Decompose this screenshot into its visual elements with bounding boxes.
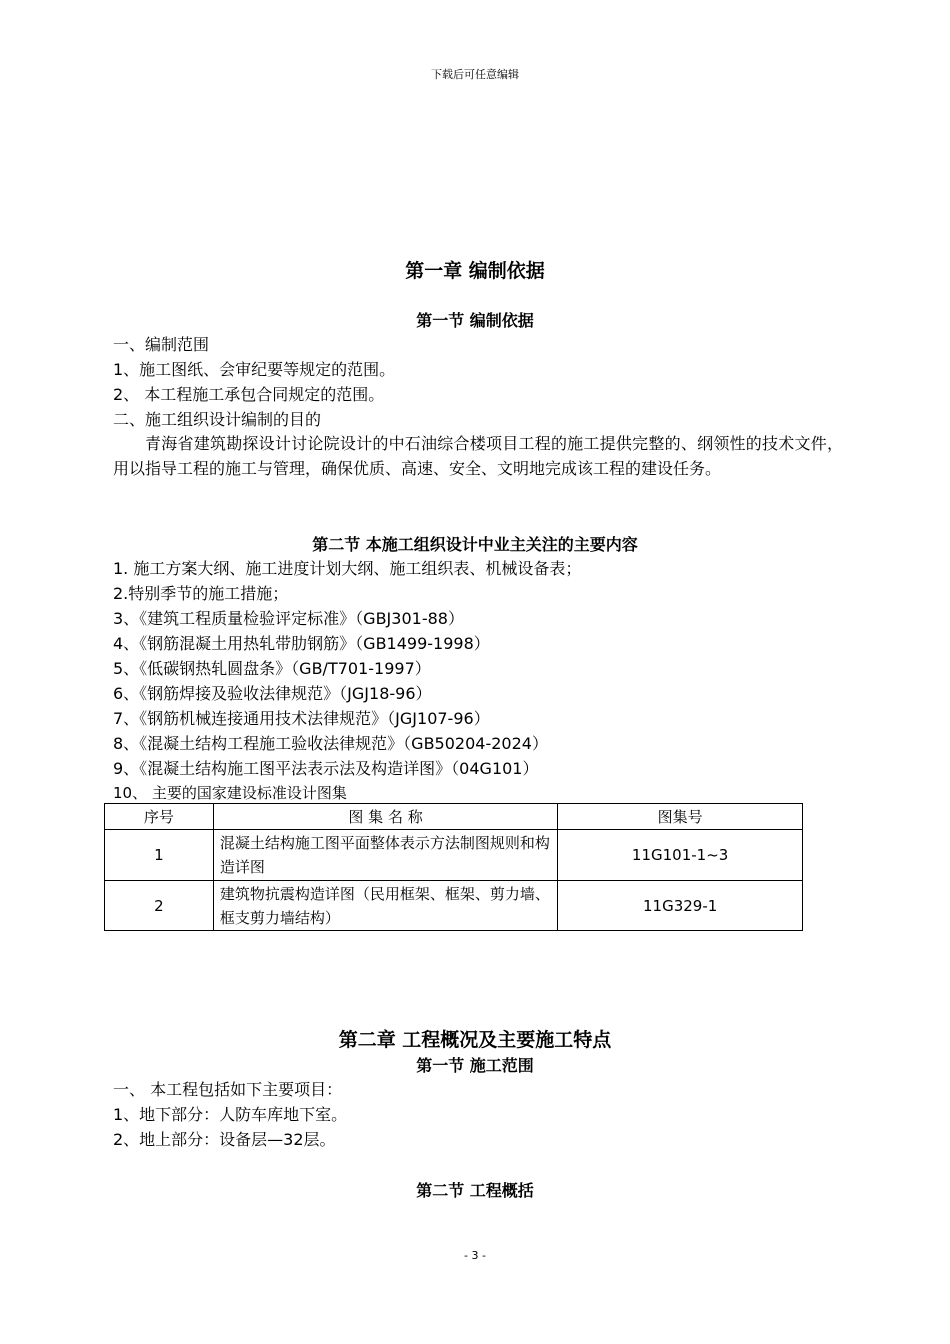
list-item: 6、《钢筋焊接及验收法律规范》（JGJ18-96） [113,684,432,703]
chapter-2-section-2-title: 第二节 工程概括 [416,1181,534,1200]
cell-number: 1 [105,830,214,881]
list-item: 3、《建筑工程质量检验评定标准》（GBJ301-88） [113,609,464,628]
chapter-1-section-2-title: 第二节 本施工组织设计中业主关注的主要内容 [312,535,638,554]
text-line: 2、 本工程施工承包合同规定的范围。 [113,385,385,404]
table-row [105,881,803,931]
text-line: 一、 本工程包括如下主要项目： [113,1080,343,1099]
purpose-paragraph: 青海省建筑勘探设计讨论院设计的中石油综合楼项目工程的施工提供完整的、纲领性的技术文件，用以指导工程的施工与管理，确保优质、高速、安全、文明地完成该工程的建设任务。 [113,434,843,478]
text-line: 一、编制范围 [113,335,210,354]
text-line: 2、地上部分：设备层—32层。 [113,1130,336,1149]
list-item: 5、《低碳钢热轧圆盘条》（GB/T701-1997） [113,659,431,678]
list-item: 7、《钢筋机械连接通用技术法律规范》（JGJ107-96） [113,709,490,728]
text-line: 1、施工图纸、会审纪要等规定的范围。 [113,360,396,379]
list-item: 9、《混凝土结构施工图平法表示法及构造详图》（04G101） [113,759,539,778]
cell-code: 11G101-1~3 [558,830,803,881]
table-row [105,830,803,881]
list-item: 4、《钢筋混凝土用热轧带肋钢筋》（GB1499-1998） [113,634,490,653]
text-line: 1、地下部分：人防车库地下室。 [113,1105,348,1124]
page-number: - 3 - [464,1249,486,1262]
chapter-2-section-1-title: 第一节 施工范围 [416,1056,534,1075]
list-item: 1. 施工方案大纲、施工进度计划大纲、施工组织表、机械设备表； [113,559,582,578]
cell-number: 2 [105,881,214,931]
list-item: 8、《混凝土结构工程施工验收法律规范》（GB50204-2024） [113,734,548,753]
standards-table [104,803,803,931]
chapter-2-title: 第二章 工程概况及主要施工特点 [338,1029,612,1051]
cell-name: 建筑物抗震构造详图（民用框架、框架、剪力墙、框支剪力墙结构） [213,881,557,931]
chapter-1-title: 第一章 编制依据 [405,260,545,282]
col-header-code: 图集号 [558,804,803,830]
cell-code: 11G329-1 [558,881,803,931]
text-line: 二、施工组织设计编制的目的 [113,410,322,429]
table-intro: 10、 主要的国家建设标准设计图集 [113,784,347,802]
list-item: 2.特别季节的施工措施； [113,584,289,603]
col-header-name: 图 集 名 称 [213,804,557,830]
table-header-row [105,804,803,830]
chapter-1-section-1-title: 第一节 编制依据 [416,311,534,330]
page-header: 下载后可任意编辑 [431,68,519,81]
cell-name: 混凝土结构施工图平面整体表示方法制图规则和构造详图 [213,830,557,881]
col-header-number: 序号 [105,804,214,830]
